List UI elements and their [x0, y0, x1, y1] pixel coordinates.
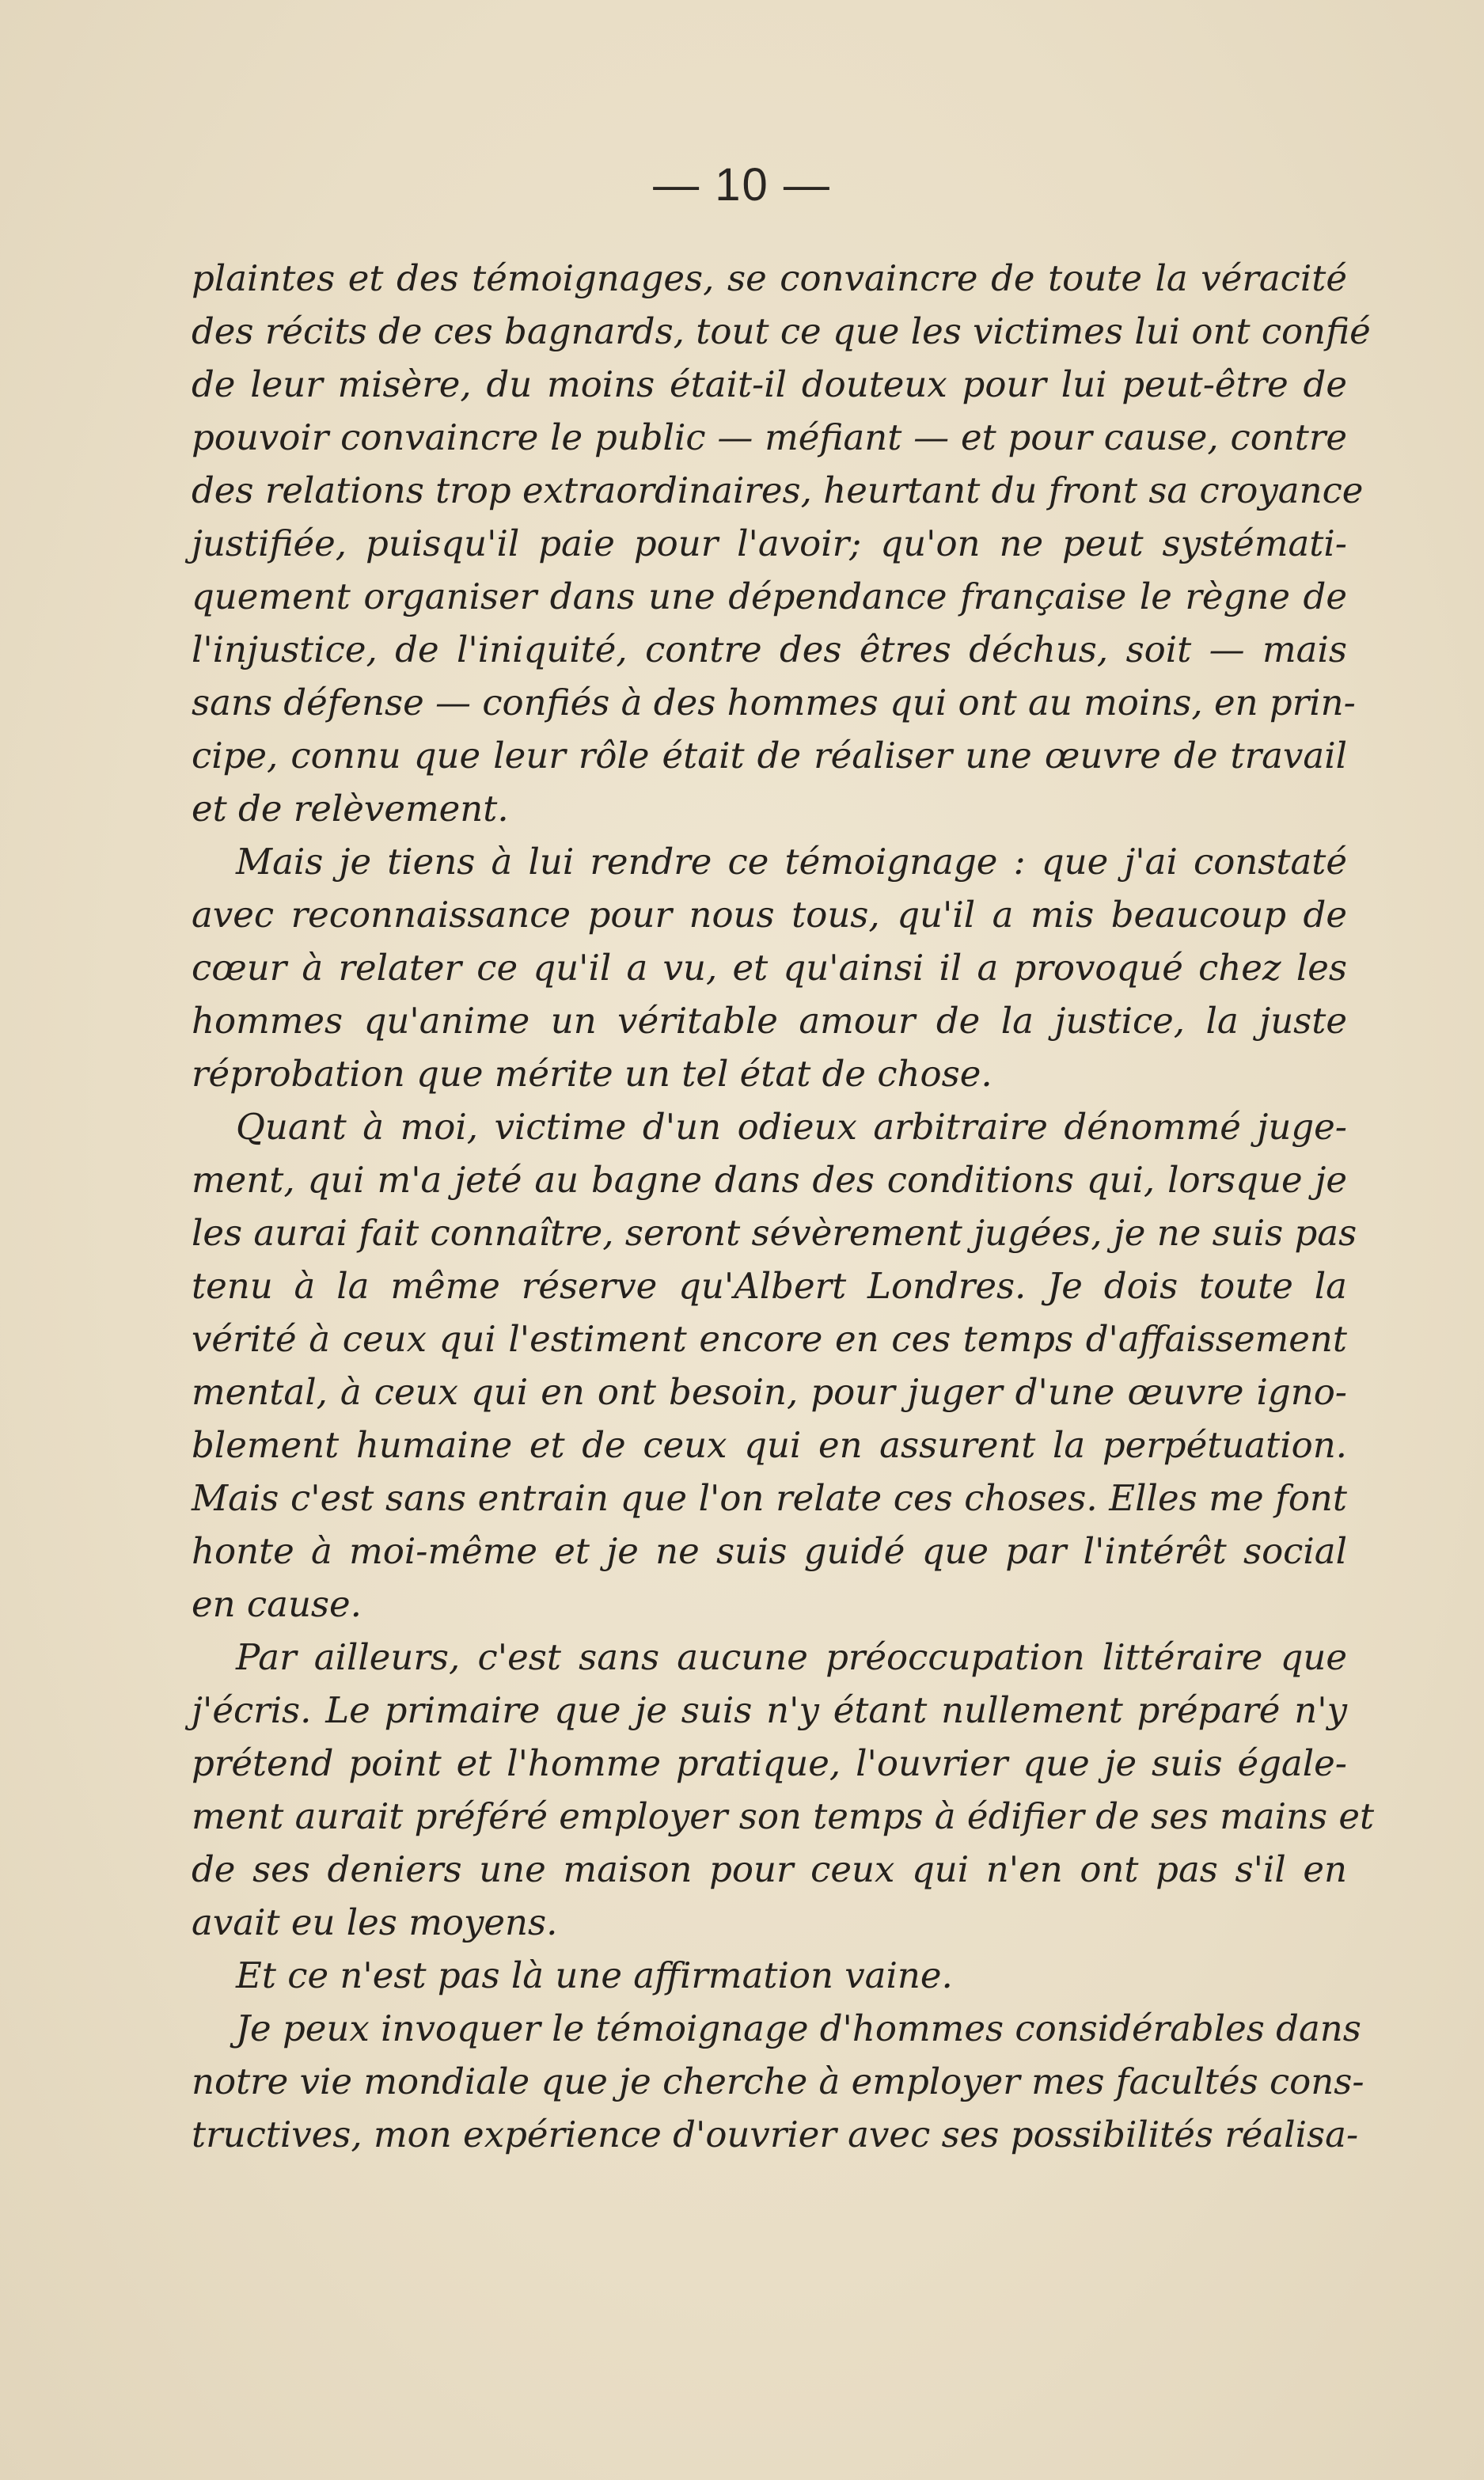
text-line: plaintes et des témoignages, se convaincre de toute la véracité: [192, 257, 1347, 299]
text-line: ment aurait préféré employer son temps à édifier de ses mains et: [192, 1795, 1375, 1837]
text-line: cœur à relater ce qu'il a vu, et qu'ainsi il a provoqué chez les: [192, 947, 1347, 989]
text-line: prétend point et l'homme pratique, l'ouvrier que je suis égale-: [192, 1742, 1347, 1784]
text-line: blement humaine et de ceux qui en assurent la perpétuation.: [192, 1424, 1347, 1466]
text-line: l'injustice, de l'iniquité, contre des êtres déchus, soit — mais: [192, 629, 1347, 670]
text-line: Mais je tiens à lui rendre ce témoignage : que j'ai constaté: [236, 841, 1347, 883]
text-line: en cause.: [192, 1583, 362, 1625]
body-text: [192, 252, 1375, 2161]
text-line: tructives, mon expérience d'ouvrier avec ses possibilités réalisa-: [192, 2114, 1359, 2155]
text-line: de ses deniers une maison pour ceux qui n'en ont pas s'il en: [192, 1848, 1347, 1890]
text-line: Mais c'est sans entrain que l'on relate ces choses. Elles me font: [192, 1477, 1347, 1519]
text-line: ment, qui m'a jeté au bagne dans des conditions qui, lorsque je: [192, 1159, 1347, 1201]
text-line: quement organiser dans une dépendance française le règne de: [192, 575, 1347, 617]
text-line: pouvoir convaincre le public — méfiant — et pour cause, contre: [192, 416, 1347, 458]
text-line: Et ce n'est pas là une affirmation vaine.: [236, 1954, 953, 1996]
text-line: et de relèvement.: [192, 788, 509, 830]
text-line: tenu à la même réserve qu'Albert Londres. Je dois toute la: [192, 1265, 1347, 1307]
text-line: mental, à ceux qui en ont besoin, pour juger d'une œuvre igno-: [192, 1371, 1347, 1413]
text-line: justifiée, puisqu'il paie pour l'avoir; qu'on ne peut systémati-: [192, 522, 1347, 564]
text-line: les aurai fait connaître, seront sévèrement jugées, je ne suis pas: [192, 1212, 1357, 1254]
text-line: de leur misère, du moins était-il douteux pour lui peut-être de: [192, 363, 1347, 405]
text-line: des récits de ces bagnards, tout ce que les victimes lui ont confié: [192, 310, 1371, 352]
text-line: Je peux invoquer le témoignage d'hommes considérables dans: [236, 2007, 1361, 2049]
text-line: sans défense — confiés à des hommes qui ont au moins, en prin-: [192, 682, 1356, 723]
text-line: j'écris. Le primaire que je suis n'y étant nullement préparé n'y: [192, 1689, 1347, 1731]
text-line: cipe, connu que leur rôle était de réaliser une œuvre de travail: [192, 735, 1347, 777]
text-line: honte à moi-même et je ne suis guidé que par l'intérêt social: [192, 1530, 1347, 1572]
text-line: hommes qu'anime un véritable amour de la justice, la juste: [192, 1000, 1347, 1042]
text-line: vérité à ceux qui l'estiment encore en ces temps d'affaissement: [192, 1318, 1347, 1360]
page-number: — 10 —: [653, 159, 831, 211]
text-line: réprobation que mérite un tel état de chose.: [192, 1053, 992, 1095]
text-line: notre vie mondiale que je cherche à employer mes facultés cons-: [192, 2060, 1364, 2102]
text-line: Quant à moi, victime d'un odieux arbitraire dénommé juge-: [236, 1106, 1347, 1148]
text-line: Par ailleurs, c'est sans aucune préoccupation littéraire que: [236, 1636, 1347, 1678]
text-line: avec reconnaissance pour nous tous, qu'il a mis beaucoup de: [192, 894, 1347, 936]
text-line: des relations trop extraordinaires, heurtant du front sa croyance: [192, 469, 1364, 511]
text-line: avait eu les moyens.: [192, 1901, 558, 1943]
